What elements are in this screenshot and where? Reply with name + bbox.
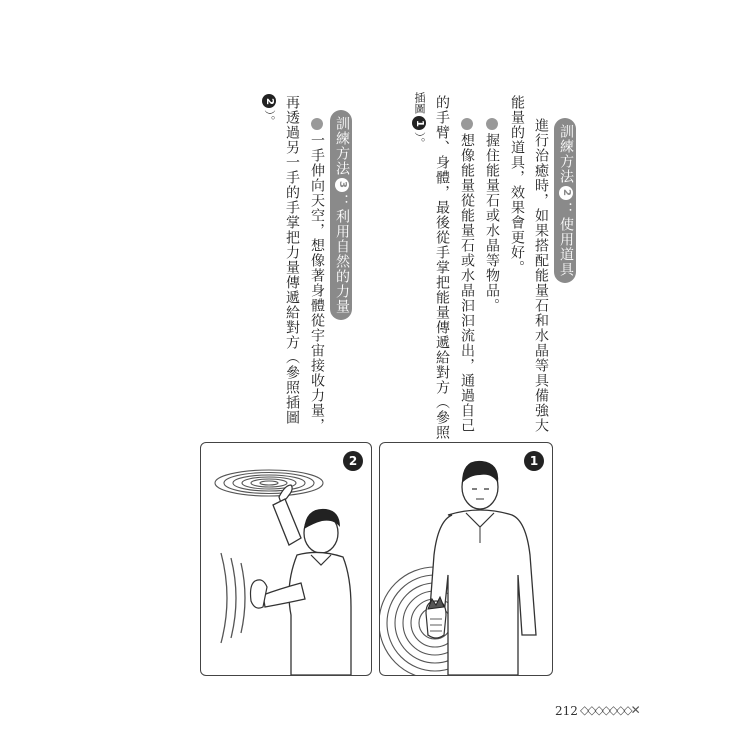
- footer-ornament: ◇◇◇◇◇◇◇✕: [580, 703, 639, 717]
- section3-heading-number: 3: [335, 178, 349, 192]
- figure-ref-1: 1: [412, 116, 426, 130]
- section2-heading: [554, 118, 576, 283]
- page-number: 212: [555, 704, 578, 718]
- section2-intro-line1: 進行治癒時，如果搭配能量石和水晶等具備強大: [533, 118, 549, 433]
- panel-number-2: 2: [343, 451, 363, 471]
- section3-bullet1-line3-post: ）。: [263, 110, 276, 127]
- bullet-dot-icon: [486, 118, 498, 130]
- section3-bullet1-line1-text: 一手伸向天空，想像著身體從宇宙接收力量，: [309, 133, 325, 433]
- section3-bullet1-line3: [258, 92, 280, 127]
- section2-heading-suffix: ：使用道具: [558, 202, 574, 277]
- person-holding-crystal-illustration: [380, 443, 552, 675]
- section2-bullet2-line3-post: ）。: [413, 132, 426, 149]
- section2-bullet2-line3: [408, 92, 430, 149]
- section2-heading-number: 2: [559, 186, 573, 200]
- section2-bullet1-text: 握住能量石或水晶等物品。: [484, 133, 500, 313]
- section3-heading-suffix: ：利用自然的力量: [334, 194, 350, 314]
- person-receiving-energy-illustration: [201, 443, 371, 675]
- section2-bullet2-line1: [456, 118, 478, 433]
- section2-bullet2-line3-pre: 插圖: [413, 92, 426, 114]
- section2-intro-line2: 能量的道具，效果會更好。: [509, 95, 525, 275]
- bullet-dot-icon: [311, 118, 323, 130]
- section3-bullet1-line1: [306, 118, 328, 433]
- panel-number-1: 1: [524, 451, 544, 471]
- illustration-panel-2: [200, 442, 372, 676]
- section2-bullet2-line1-text: 想像能量從能量石或水晶汩汩流出，通過自己: [459, 133, 475, 433]
- figure-ref-2: 2: [262, 94, 276, 108]
- illustration-panel-1: [379, 442, 553, 676]
- section3-heading: [330, 110, 352, 320]
- section2-heading-text: 訓練方法: [558, 124, 574, 184]
- section2-bullet1: [481, 118, 503, 313]
- bullet-dot-icon: [461, 118, 473, 130]
- section3-bullet1-line2: 再透過另一手的手掌把力量傳遞給對方（參照插圖: [284, 95, 300, 425]
- section3-heading-text: 訓練方法: [334, 116, 350, 176]
- section2-bullet2-line2: 的手臂、身體，最後從手掌把能量傳遞給對方（參照: [434, 95, 450, 440]
